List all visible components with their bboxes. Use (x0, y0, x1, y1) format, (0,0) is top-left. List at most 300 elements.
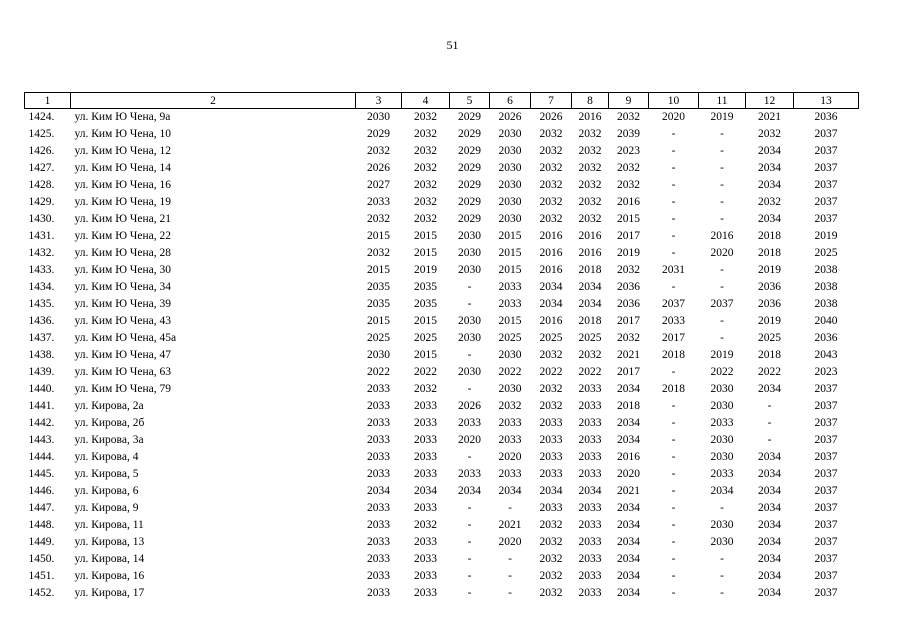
year-cell: 2021 (617, 485, 640, 497)
year-cell: 2032 (758, 128, 781, 140)
year-cell: 2037 (814, 196, 838, 208)
year-cell: 2033 (414, 400, 437, 412)
year-cell: 2019 (758, 264, 781, 276)
year-cell: 2032 (578, 179, 602, 191)
year-cell: 2032 (617, 179, 640, 191)
table-row (25, 211, 859, 228)
year-cell: 2034 (758, 145, 781, 157)
year-cell: - (671, 400, 676, 412)
year-cell: 2021 (617, 349, 640, 361)
address-cell: ул. Ким Ю Чена, 16 (74, 179, 171, 191)
column-header-3: 3 (356, 93, 402, 109)
year-cell: 2034 (758, 502, 781, 514)
year-cell: 2030 (458, 315, 481, 327)
column-header-5: 5 (450, 93, 490, 109)
row-number: 1446. (28, 485, 55, 497)
year-cell: 2020 (498, 536, 522, 548)
year-cell: 2016 (578, 111, 602, 123)
year-cell: - (508, 502, 512, 514)
table-row (25, 398, 859, 415)
year-cell: - (467, 451, 472, 463)
year-cell: 2030 (498, 383, 522, 395)
year-cell: - (467, 298, 472, 310)
column-header-8: 8 (572, 93, 609, 109)
year-cell: 2033 (414, 451, 437, 463)
year-cell: 2019 (710, 349, 734, 361)
year-cell: 2033 (578, 553, 602, 565)
year-cell: 2033 (414, 536, 437, 548)
year-cell: - (720, 213, 724, 225)
year-cell: 2033 (498, 298, 522, 310)
year-cell: 2034 (578, 281, 602, 293)
year-cell: 2015 (498, 315, 522, 327)
column-header-10: 10 (649, 93, 699, 109)
year-cell: 2034 (758, 468, 781, 480)
address-cell: ул. Ким Ю Чена, 34 (74, 281, 171, 293)
table-row (25, 364, 859, 381)
year-cell: 2033 (578, 417, 602, 429)
year-cell: - (767, 400, 772, 412)
year-cell: 2030 (458, 264, 481, 276)
address-cell: ул. Ким Ю Чена, 63 (74, 366, 171, 378)
year-cell: 2035 (367, 298, 390, 310)
year-cell: 2034 (758, 485, 781, 497)
year-cell: - (671, 451, 676, 463)
data-table (24, 92, 859, 602)
year-cell: 2032 (758, 196, 781, 208)
year-cell: 2029 (458, 213, 481, 225)
year-cell: 2037 (814, 451, 838, 463)
year-cell: - (671, 519, 676, 531)
year-cell: 2037 (814, 468, 838, 480)
year-cell: 2037 (814, 434, 838, 446)
year-cell: 2037 (814, 485, 838, 497)
year-cell: 2021 (758, 111, 781, 123)
address-cell: ул. Кирова, 3а (74, 434, 144, 446)
year-cell: 2016 (539, 247, 563, 259)
year-cell: 2030 (458, 247, 481, 259)
address-cell: ул. Ким Ю Чена, 39 (74, 298, 171, 310)
year-cell: 2032 (539, 349, 563, 361)
year-cell: 2032 (539, 400, 563, 412)
table-row (25, 449, 859, 466)
year-cell: 2033 (367, 587, 390, 599)
row-number: 1425. (28, 128, 55, 140)
year-cell: - (671, 417, 676, 429)
year-cell: 2037 (814, 553, 838, 565)
year-cell: 2032 (414, 145, 437, 157)
year-cell: - (671, 553, 676, 565)
year-cell: 2033 (367, 383, 390, 395)
year-cell: 2032 (367, 145, 390, 157)
address-cell: ул. Ким Ю Чена, 12 (74, 145, 171, 157)
year-cell: 2015 (367, 230, 390, 242)
year-cell: 2030 (367, 349, 390, 361)
address-cell: ул. Ким Ю Чена, 10 (74, 128, 171, 140)
column-header-1: 1 (25, 93, 71, 109)
year-cell: 2016 (539, 315, 563, 327)
year-cell: 2032 (539, 383, 563, 395)
year-cell: 2033 (414, 570, 437, 582)
year-cell: 2032 (539, 145, 563, 157)
year-cell: 2032 (539, 587, 563, 599)
year-cell: 2034 (539, 281, 563, 293)
year-cell: - (720, 502, 724, 514)
year-cell: 2034 (617, 587, 640, 599)
year-cell: 2025 (814, 247, 838, 259)
year-cell: 2018 (758, 247, 781, 259)
year-cell: 2034 (617, 570, 640, 582)
year-cell: 2033 (498, 434, 522, 446)
year-cell: - (720, 145, 724, 157)
year-cell: 2032 (617, 264, 640, 276)
year-cell: - (671, 587, 676, 599)
column-header-9: 9 (609, 93, 649, 109)
year-cell: 2034 (758, 519, 781, 531)
year-cell: 2034 (758, 213, 781, 225)
year-cell: 2033 (539, 468, 563, 480)
row-number: 1439. (28, 366, 55, 378)
year-cell: 2017 (617, 366, 640, 378)
address-cell: ул. Кирова, 16 (74, 570, 145, 582)
year-cell: 2033 (539, 451, 563, 463)
year-cell: 2034 (758, 536, 781, 548)
year-cell: 2034 (414, 485, 437, 497)
year-cell: 2034 (578, 485, 602, 497)
year-cell: 2022 (367, 366, 390, 378)
table-row (25, 534, 859, 551)
year-cell: 2037 (814, 162, 838, 174)
year-cell: 2020 (710, 247, 734, 259)
year-cell: 2019 (710, 111, 734, 123)
year-cell: 2037 (814, 417, 838, 429)
year-cell: 2033 (539, 417, 563, 429)
year-cell: 2017 (617, 315, 640, 327)
year-cell: 2034 (617, 502, 640, 514)
year-cell: 2037 (814, 570, 838, 582)
year-cell: 2032 (539, 536, 563, 548)
year-cell: 2032 (414, 213, 437, 225)
row-number: 1449. (28, 536, 55, 548)
year-cell: 2032 (578, 213, 602, 225)
address-cell: ул. Кирова, 14 (74, 553, 145, 565)
year-cell: 2032 (367, 247, 390, 259)
year-cell: 2033 (539, 434, 563, 446)
table-row (25, 347, 859, 364)
year-cell: 2033 (367, 519, 390, 531)
year-cell: 2034 (710, 485, 734, 497)
year-cell: 2018 (578, 264, 602, 276)
year-cell: 2032 (578, 145, 602, 157)
year-cell: 2034 (458, 485, 481, 497)
year-cell: 2017 (617, 230, 640, 242)
address-cell: ул. Кирова, 13 (74, 536, 145, 548)
year-cell: 2032 (578, 162, 602, 174)
year-cell: 2030 (710, 434, 734, 446)
column-header-12: 12 (746, 93, 794, 109)
year-cell: 2035 (367, 281, 390, 293)
row-number: 1448. (28, 519, 55, 531)
year-cell: - (671, 502, 676, 514)
year-cell: 2030 (498, 213, 522, 225)
year-cell: 2033 (498, 281, 522, 293)
year-cell: 2016 (617, 196, 640, 208)
year-cell: 2020 (498, 451, 522, 463)
year-cell: 2037 (814, 536, 838, 548)
year-cell: 2036 (617, 281, 640, 293)
year-cell: 2034 (498, 485, 522, 497)
table-row (25, 177, 859, 194)
year-cell: 2026 (367, 162, 390, 174)
year-cell: - (720, 179, 724, 191)
year-cell: 2032 (414, 383, 437, 395)
column-header-7: 7 (531, 93, 572, 109)
year-cell: 2034 (539, 298, 563, 310)
year-cell: 2022 (539, 366, 563, 378)
year-cell: 2034 (617, 553, 640, 565)
year-cell: 2033 (367, 536, 390, 548)
year-cell: 2033 (578, 400, 602, 412)
year-cell: - (720, 553, 724, 565)
year-cell: 2016 (617, 451, 640, 463)
year-cell: 2022 (498, 366, 522, 378)
column-header-6: 6 (490, 93, 531, 109)
year-cell: 2032 (617, 162, 640, 174)
year-cell: 2036 (617, 298, 640, 310)
year-cell: 2033 (367, 400, 390, 412)
row-number: 1432. (28, 247, 55, 259)
row-number: 1424. (28, 111, 55, 123)
year-cell: 2033 (498, 417, 522, 429)
year-cell: - (467, 281, 472, 293)
year-cell: 2029 (458, 162, 481, 174)
table-row (25, 483, 859, 500)
column-header-13: 13 (794, 93, 859, 109)
address-cell: ул. Ким Ю Чена, 14 (74, 162, 171, 174)
year-cell: 2019 (814, 230, 838, 242)
year-cell: - (467, 519, 472, 531)
year-cell: 2033 (367, 434, 390, 446)
year-cell: - (671, 162, 676, 174)
year-cell: - (467, 349, 472, 361)
year-cell: 2032 (539, 519, 563, 531)
row-number: 1442. (28, 417, 55, 429)
row-number: 1452. (28, 587, 55, 599)
year-cell: - (671, 468, 676, 480)
address-cell: ул. Кирова, 6 (74, 485, 139, 497)
year-cell: 2032 (539, 162, 563, 174)
year-cell: 2033 (498, 468, 522, 480)
year-cell: 2033 (367, 570, 390, 582)
year-cell: 2015 (498, 230, 522, 242)
year-cell: 2037 (710, 298, 734, 310)
year-cell: - (720, 264, 724, 276)
table-row (25, 415, 859, 432)
year-cell: 2043 (814, 349, 838, 361)
year-cell: 2019 (617, 247, 640, 259)
year-cell: - (671, 145, 676, 157)
row-number: 1441. (28, 400, 55, 412)
address-cell: ул. Кирова, 2а (74, 400, 144, 412)
year-cell: 2033 (578, 434, 602, 446)
year-cell: - (720, 196, 724, 208)
year-cell: 2036 (758, 298, 781, 310)
year-cell: 2015 (414, 349, 437, 361)
year-cell: - (767, 434, 772, 446)
year-cell: 2034 (578, 298, 602, 310)
year-cell: 2032 (414, 111, 437, 123)
year-cell: - (671, 230, 676, 242)
year-cell: 2034 (617, 536, 640, 548)
year-cell: 2021 (498, 519, 522, 531)
year-cell: 2030 (498, 196, 522, 208)
year-cell: 2032 (539, 179, 563, 191)
year-cell: 2033 (414, 434, 437, 446)
year-cell: 2029 (458, 111, 481, 123)
year-cell: 2033 (578, 468, 602, 480)
year-cell: 2018 (578, 315, 602, 327)
year-cell: 2030 (498, 145, 522, 157)
year-cell: - (467, 502, 472, 514)
year-cell: 2015 (498, 247, 522, 259)
year-cell: 2030 (710, 400, 734, 412)
row-number: 1426. (28, 145, 55, 157)
year-cell: 2033 (578, 519, 602, 531)
year-cell: 2032 (578, 349, 602, 361)
year-cell: 2015 (414, 230, 437, 242)
year-cell: - (671, 434, 676, 446)
table-row (25, 500, 859, 517)
year-cell: 2033 (367, 451, 390, 463)
year-cell: - (467, 570, 472, 582)
year-cell: 2018 (662, 383, 685, 395)
table-row (25, 432, 859, 449)
year-cell: - (467, 587, 472, 599)
year-cell: 2025 (578, 332, 602, 344)
year-cell: 2030 (710, 383, 734, 395)
column-header-4: 4 (402, 93, 450, 109)
table-row (25, 466, 859, 483)
year-cell: 2036 (758, 281, 781, 293)
year-cell: 2033 (710, 417, 734, 429)
year-cell: 2034 (617, 383, 640, 395)
year-cell: 2034 (617, 417, 640, 429)
table-row (25, 228, 859, 245)
row-number: 1437. (28, 332, 55, 344)
year-cell: 2032 (539, 128, 563, 140)
year-cell: 2023 (814, 366, 838, 378)
year-cell: 2033 (578, 536, 602, 548)
year-cell: 2033 (414, 587, 437, 599)
year-cell: - (671, 485, 676, 497)
year-cell: 2032 (578, 128, 602, 140)
table-row (25, 262, 859, 279)
year-cell: 2030 (458, 366, 481, 378)
table-row (25, 296, 859, 313)
year-cell: 2034 (758, 179, 781, 191)
year-cell: 2017 (662, 332, 685, 344)
year-cell: - (467, 536, 472, 548)
year-cell: 2029 (458, 196, 481, 208)
year-cell: 2033 (578, 587, 602, 599)
year-cell: 2015 (367, 264, 390, 276)
year-cell: 2019 (414, 264, 437, 276)
year-cell: 2034 (758, 451, 781, 463)
year-cell: 2029 (458, 128, 481, 140)
year-cell: 2035 (414, 281, 437, 293)
table-row (25, 279, 859, 296)
year-cell: 2029 (458, 179, 481, 191)
address-cell: ул. Ким Ю Чена, 19 (74, 196, 171, 208)
address-cell: ул. Ким Ю Чена, 28 (74, 247, 171, 259)
year-cell: 2016 (539, 264, 563, 276)
year-cell: 2030 (367, 111, 390, 123)
year-cell: 2036 (814, 111, 838, 123)
year-cell: 2037 (814, 519, 838, 531)
year-cell: 2033 (367, 502, 390, 514)
year-cell: 2015 (498, 264, 522, 276)
year-cell: - (720, 128, 724, 140)
year-cell: 2025 (414, 332, 437, 344)
year-cell: 2020 (617, 468, 640, 480)
year-cell: 2034 (617, 434, 640, 446)
year-cell: 2015 (367, 315, 390, 327)
year-cell: 2018 (758, 230, 781, 242)
table-row (25, 245, 859, 262)
year-cell: - (720, 587, 724, 599)
year-cell: - (720, 162, 724, 174)
year-cell: 2034 (758, 383, 781, 395)
year-cell: 2030 (498, 349, 522, 361)
year-cell: 2029 (458, 145, 481, 157)
year-cell: 2034 (367, 485, 390, 497)
year-cell: 2029 (367, 128, 390, 140)
year-cell: 2037 (814, 145, 838, 157)
table-row (25, 126, 859, 143)
year-cell: 2032 (617, 111, 640, 123)
year-cell: - (671, 366, 676, 378)
year-cell: 2015 (414, 315, 437, 327)
year-cell: - (671, 536, 676, 548)
year-cell: 2030 (710, 451, 734, 463)
year-cell: 2033 (710, 468, 734, 480)
year-cell: - (671, 570, 676, 582)
row-number: 1438. (28, 349, 55, 361)
year-cell: - (467, 383, 472, 395)
table-row (25, 143, 859, 160)
row-number: 1443. (28, 434, 55, 446)
address-cell: ул. Ким Ю Чена, 79 (74, 383, 171, 395)
year-cell: 2032 (539, 213, 563, 225)
year-cell: 2033 (458, 468, 481, 480)
year-cell: - (671, 213, 676, 225)
year-cell: 2030 (498, 128, 522, 140)
address-cell: ул. Ким Ю Чена, 47 (74, 349, 171, 361)
year-cell: 2040 (814, 315, 838, 327)
year-cell: 2032 (367, 213, 390, 225)
year-cell: 2016 (539, 230, 563, 242)
year-cell: 2033 (414, 553, 437, 565)
year-cell: - (467, 553, 472, 565)
year-cell: 2032 (414, 196, 437, 208)
year-cell: 2025 (367, 332, 390, 344)
year-cell: - (720, 281, 724, 293)
year-cell: 2032 (539, 553, 563, 565)
year-cell: - (671, 196, 676, 208)
year-cell: - (508, 570, 512, 582)
table-row (25, 330, 859, 347)
row-number: 1434. (28, 281, 55, 293)
